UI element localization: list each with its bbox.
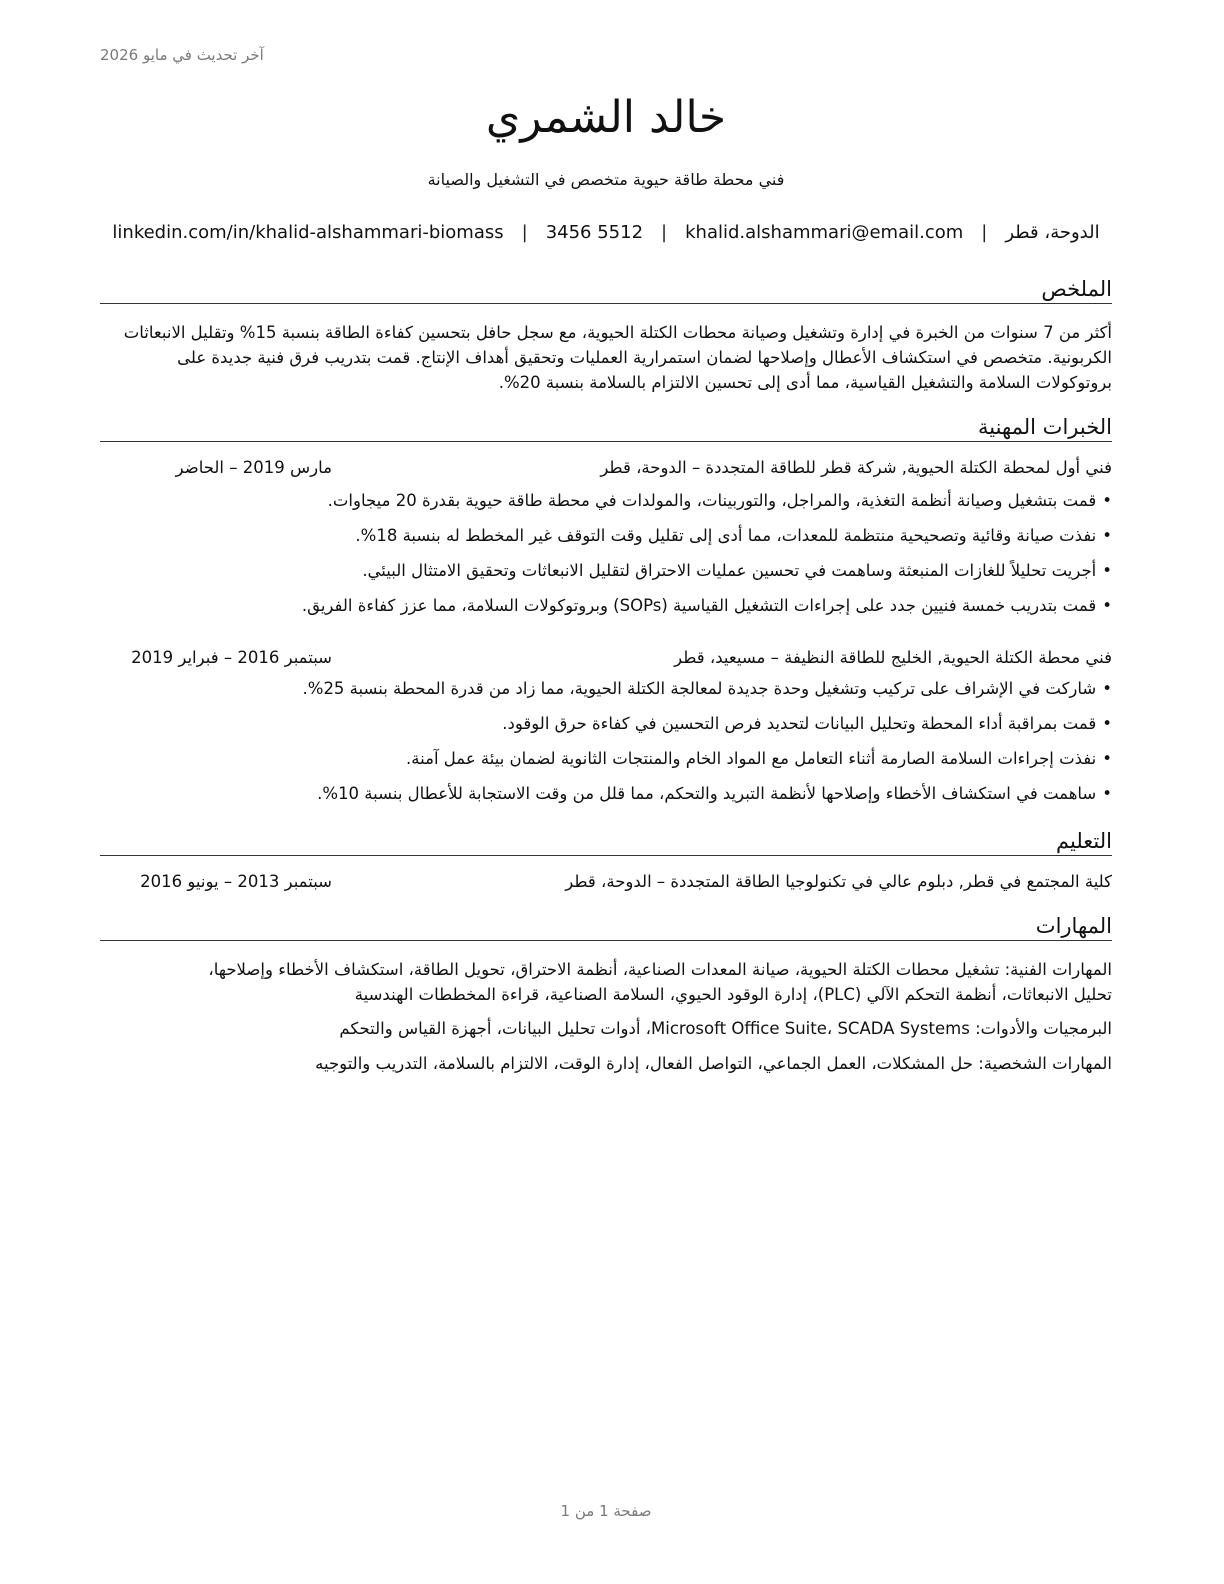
soft-skills-line: المهارات الشخصية: حل المشكلات، العمل الجماعي، التواصل الفعال، إدارة الوقت، الالتزام بالسلامة، التدريب والتوجيه <box>315 1054 1112 1073</box>
job-bullet: •شاركت في الإشراف على تركيب وتشغيل وحدة جديدة لمعالجة الكتلة الحيوية، مما زاد من قدرة المحطة بنسبة 25%. <box>100 677 1112 712</box>
contact-location: الدوحة، قطر <box>1005 222 1100 243</box>
job-header <box>100 458 1112 482</box>
summary-heading: الملخص <box>100 276 1112 304</box>
job-bullet: •نفذت صيانة وقائية وتصحيحية منتظمة للمعدات، مما أدى إلى تقليل وقت التوقف غير المخطط له بنسبة 18%. <box>100 524 1112 559</box>
education-heading: التعليم <box>100 828 1112 856</box>
candidate-headline: فني محطة طاقة حيوية متخصص في التشغيل والصيانة <box>427 170 785 189</box>
job-bullet: •قمت بمراقبة أداء المحطة وتحليل البيانات لتحديد فرص التحسين في كفاءة حرق الوقود. <box>100 712 1112 747</box>
contact-separator: | <box>661 222 668 243</box>
last-updated-note: آخر تحديث في مايو 2026 <box>100 46 264 64</box>
job-header <box>100 648 1112 672</box>
job-dates: مارس 2019 – الحاضر <box>175 458 332 477</box>
contact-bar <box>106 222 1106 243</box>
candidate-name: خالد الشمري <box>485 92 727 143</box>
job-bullet: •نفذت إجراءات السلامة الصارمة أثناء التعامل مع المواد الخام والمنتجات الثانوية لضمان بيئة عمل آمنة. <box>100 747 1112 782</box>
job-bullet-list <box>100 677 1112 817</box>
contact-separator: | <box>521 222 528 243</box>
summary-text: أكثر من 7 سنوات من الخبرة في إدارة وتشغيل وصيانة محطات الكتلة الحيوية، مع سجل حافل بتحسين كفاءة الطاقة بنسبة 15% وتقليل الانبعاثات الكربونية. متخصص في استكشاف الأعطال وإصلاحها لضمان استمرارية العمليات وتحقيق أهداف الإنتاج. قمت بتدريب فرق فنية جديدة على بروتوكولات السلامة والتشغيل القياسية، مما أدى إلى تحسين الالتزام بالسلامة بنسبة 20%. <box>123 323 1112 392</box>
bullet-icon: • <box>1102 784 1112 803</box>
job-dates: سبتمبر 2016 – فبراير 2019 <box>131 648 332 667</box>
education-entry <box>100 872 1112 896</box>
contact-separator: | <box>981 222 988 243</box>
bullet-icon: • <box>1102 714 1112 733</box>
bullet-icon: • <box>1102 526 1112 545</box>
bullet-icon: • <box>1102 679 1112 698</box>
technical-skills-line: المهارات الفنية: تشغيل محطات الكتلة الحيوية، صيانة المعدات الصناعية، أنظمة الاحتراق، تحويل الطاقة، استكشاف الأخطاء وإصلاحها، <box>208 960 1112 979</box>
contact-linkedin-link[interactable]: linkedin.com/in/khalid-alshammari-biomass <box>112 222 504 243</box>
job-bullet: •قمت بتدريب خمسة فنيين جدد على إجراءات التشغيل القياسية (SOPs) وبروتوكولات السلامة، مما عزز كفاءة الفريق. <box>100 594 1112 629</box>
resume-page <box>100 0 1112 1584</box>
job-title-company: فني محطة الكتلة الحيوية, الخليج للطاقة النظيفة – مسيعيد، قطر <box>674 648 1112 667</box>
contact-email-link[interactable]: khalid.alshammari@email.com <box>685 222 964 243</box>
bullet-icon: • <box>1102 561 1112 580</box>
job-title-company: فني أول لمحطة الكتلة الحيوية, شركة قطر للطاقة المتجددة – الدوحة، قطر <box>600 458 1112 477</box>
page-number: صفحة 1 من 1 <box>560 1502 652 1520</box>
bullet-icon: • <box>1102 596 1112 615</box>
job-bullet: •ساهمت في استكشاف الأخطاء وإصلاحها لأنظمة التبريد والتحكم، مما قلل من وقت الاستجابة للأعطال بنسبة 10%. <box>100 782 1112 817</box>
job-bullet-list <box>100 489 1112 629</box>
experience-heading: الخبرات المهنية <box>100 414 1112 442</box>
bullet-icon: • <box>1102 491 1112 510</box>
job-bullet: •قمت بتشغيل وصيانة أنظمة التغذية، والمراجل، والتوربينات، والمولدات في محطة طاقة حيوية بقدرة 20 ميجاوات. <box>100 489 1112 524</box>
software-tools-line: البرمجيات والأدوات: Microsoft Office Suite، SCADA Systems، أدوات تحليل البيانات، أجهزة القياس والتحكم <box>339 1019 1112 1038</box>
education-dates: سبتمبر 2013 – يونيو 2016 <box>140 872 332 891</box>
technical-skills-line: تحليل الانبعاثات، أنظمة التحكم الآلي (PLC)، إدارة الوقود الحيوي، السلامة الصناعية، قراءة المخططات الهندسية <box>354 985 1112 1004</box>
contact-phone: 3456 5512 <box>545 222 644 243</box>
skills-heading: المهارات <box>100 913 1112 941</box>
education-institution-degree: كلية المجتمع في قطر, دبلوم عالي في تكنولوجيا الطاقة المتجددة – الدوحة، قطر <box>565 872 1112 891</box>
job-bullet: •أجريت تحليلاً للغازات المنبعثة وساهمت في تحسين عمليات الاحتراق لتقليل الانبعاثات وتحقيق الامتثال البيئي. <box>100 559 1112 594</box>
bullet-icon: • <box>1102 749 1112 768</box>
